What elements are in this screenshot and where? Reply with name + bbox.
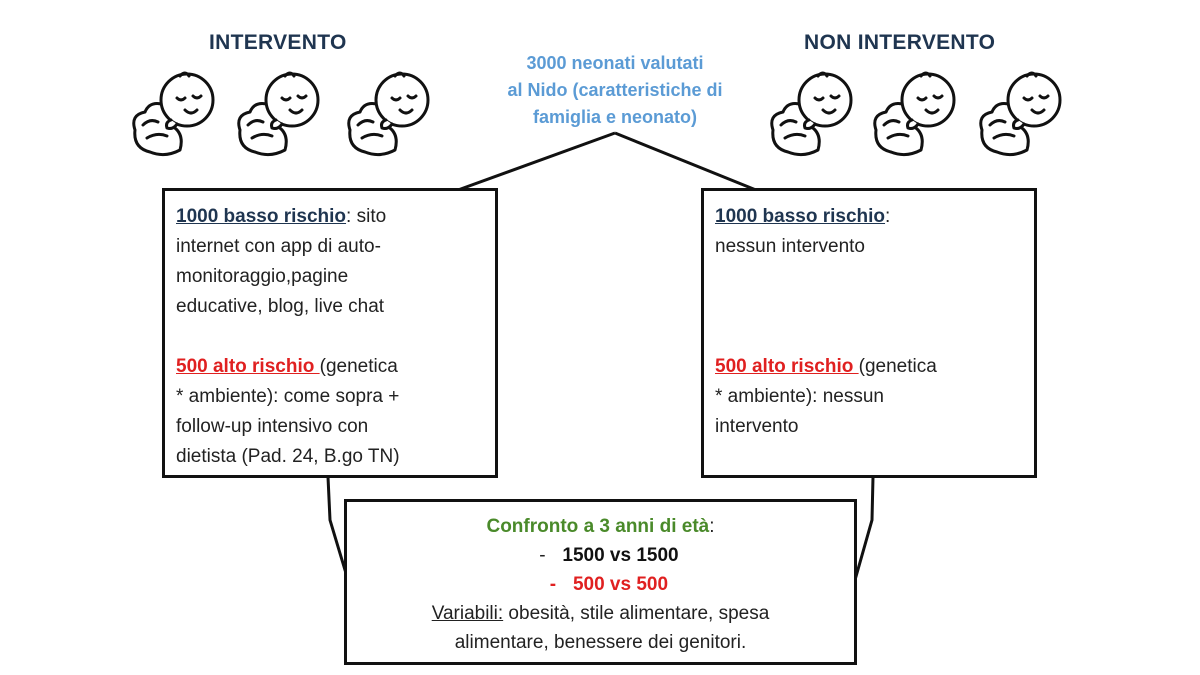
intervention-box bbox=[162, 188, 498, 478]
left-high-risk-text: (genetica bbox=[319, 356, 398, 377]
left-low-risk-text: educative, blog, live chat bbox=[176, 296, 385, 317]
right-high-risk-text: * ambiente): nessun bbox=[715, 386, 884, 407]
right-high-risk-title: 500 alto rischio bbox=[715, 356, 859, 377]
center-label-line3: famiglia e neonato) bbox=[532, 107, 698, 127]
intervention-heading: INTERVENTO bbox=[209, 31, 347, 54]
center-label-line1: 3000 neonati valutati bbox=[526, 53, 704, 73]
comparison-title-line bbox=[347, 512, 854, 541]
left-low-risk-text: internet con app di auto- bbox=[176, 236, 381, 257]
comparison-item-1 bbox=[347, 541, 854, 570]
comparison-title: Confronto a 3 anni di età bbox=[486, 516, 710, 537]
left-high-risk-line bbox=[176, 352, 495, 382]
right-high-risk-text: (genetica bbox=[858, 356, 937, 377]
right-low-risk-text: : bbox=[885, 206, 891, 227]
comparison-item-2-text: 500 vs 500 bbox=[572, 574, 669, 595]
comparison-item-1-text: 1500 vs 1500 bbox=[562, 545, 679, 566]
non-intervention-heading: NON INTERVENTO bbox=[804, 31, 996, 54]
connector-line-right-bottom bbox=[855, 477, 873, 580]
right-low-risk-line bbox=[715, 202, 1034, 232]
right-high-risk-text: intervento bbox=[715, 416, 799, 437]
right-low-risk-title: 1000 basso rischio bbox=[715, 206, 886, 227]
comparison-item-1-dash: - bbox=[539, 545, 546, 566]
comparison-item-2-dash: - bbox=[549, 574, 557, 595]
right-high-risk-line bbox=[715, 352, 1034, 382]
non-intervention-box bbox=[701, 188, 1037, 478]
left-low-risk-text: monitoraggio,pagine bbox=[176, 266, 349, 287]
left-low-risk-line bbox=[176, 202, 495, 232]
connector-line-right-top bbox=[615, 133, 756, 190]
comparison-title-suffix: : bbox=[709, 516, 715, 537]
variables-line-2: alimentare, benessere dei genitori. bbox=[454, 632, 747, 653]
comparison-box bbox=[344, 499, 857, 665]
connector-line-left-top bbox=[458, 133, 615, 190]
right-low-risk-text: nessun intervento bbox=[715, 236, 865, 257]
comparison-item-2 bbox=[347, 570, 854, 599]
left-high-risk-text: dietista (Pad. 24, B.go TN) bbox=[176, 446, 400, 467]
variables-line-1 bbox=[347, 599, 854, 628]
left-high-risk-text: follow-up intensivo con bbox=[176, 416, 369, 437]
center-label-line2: al Nido (caratteristiche di bbox=[507, 80, 723, 100]
left-high-risk-title: 500 alto rischio bbox=[176, 356, 320, 377]
variables-text-1: obesità, stile alimentare, spesa bbox=[503, 603, 770, 624]
left-low-risk-title: 1000 basso rischio bbox=[176, 206, 347, 227]
variables-label: Variabili: bbox=[431, 603, 504, 624]
left-high-risk-text: * ambiente): come sopra + bbox=[176, 386, 400, 407]
left-low-risk-text: : sito bbox=[346, 206, 387, 227]
